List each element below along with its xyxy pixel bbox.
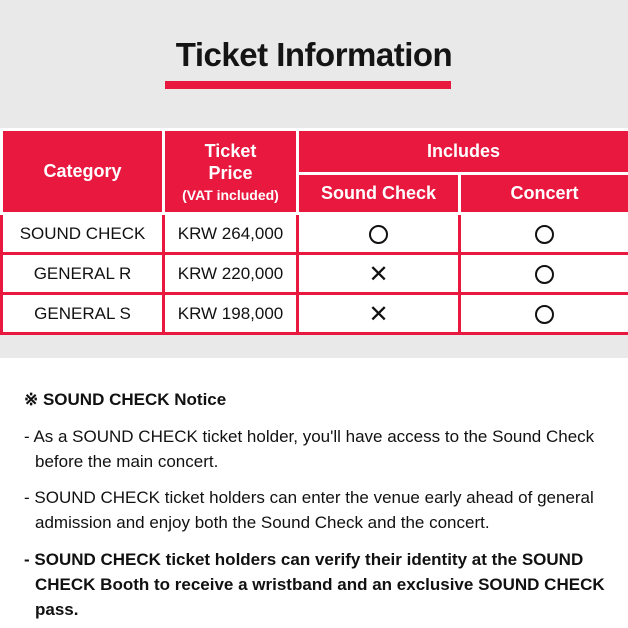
table-row <box>2 214 628 254</box>
header-price-label: Ticket Price <box>204 141 257 183</box>
row-price: KRW 220,000 <box>164 254 298 294</box>
row-category: GENERAL R <box>2 254 164 294</box>
table-row <box>2 254 628 294</box>
row-sound-check <box>298 254 460 294</box>
notice-title: ※ SOUND CHECK Notice <box>24 390 227 409</box>
header-includes: Includes <box>298 130 628 174</box>
header-price-note: (VAT included) <box>182 187 279 203</box>
notice-item: - SOUND CHECK ticket holders can verify their identity at the SOUND CHECK Booth to receive a wristband and an exclusive SOUND CHECK pass. <box>24 550 605 619</box>
header-category: Category <box>2 130 164 214</box>
table-row <box>2 294 628 334</box>
title-underline <box>165 81 451 89</box>
row-sound-check <box>298 214 460 254</box>
cross-icon: ✕ <box>368 299 389 328</box>
header-concert: Concert <box>460 174 628 214</box>
circle-icon <box>535 305 554 324</box>
row-concert <box>460 254 628 294</box>
header-price <box>164 130 298 214</box>
page-title: Ticket Information <box>175 36 453 73</box>
row-price: KRW 264,000 <box>164 214 298 254</box>
header-sound-check: Sound Check <box>298 174 460 214</box>
notice-item: - SOUND CHECK ticket holders can enter the venue early ahead of general admission and enjoy both the Sound Check and the concert. <box>24 488 594 532</box>
ticket-table <box>0 128 628 335</box>
circle-icon <box>369 225 388 244</box>
notice-panel <box>0 358 628 628</box>
row-price: KRW 198,000 <box>164 294 298 334</box>
row-sound-check <box>298 294 460 334</box>
circle-icon <box>535 225 554 244</box>
cross-icon: ✕ <box>368 259 389 288</box>
circle-icon <box>535 265 554 284</box>
row-category: SOUND CHECK <box>2 214 164 254</box>
row-concert <box>460 294 628 334</box>
notice-item: - As a SOUND CHECK ticket holder, you'll have access to the Sound Check before the main concert. <box>24 427 595 471</box>
row-category: GENERAL S <box>2 294 164 334</box>
row-concert <box>460 214 628 254</box>
